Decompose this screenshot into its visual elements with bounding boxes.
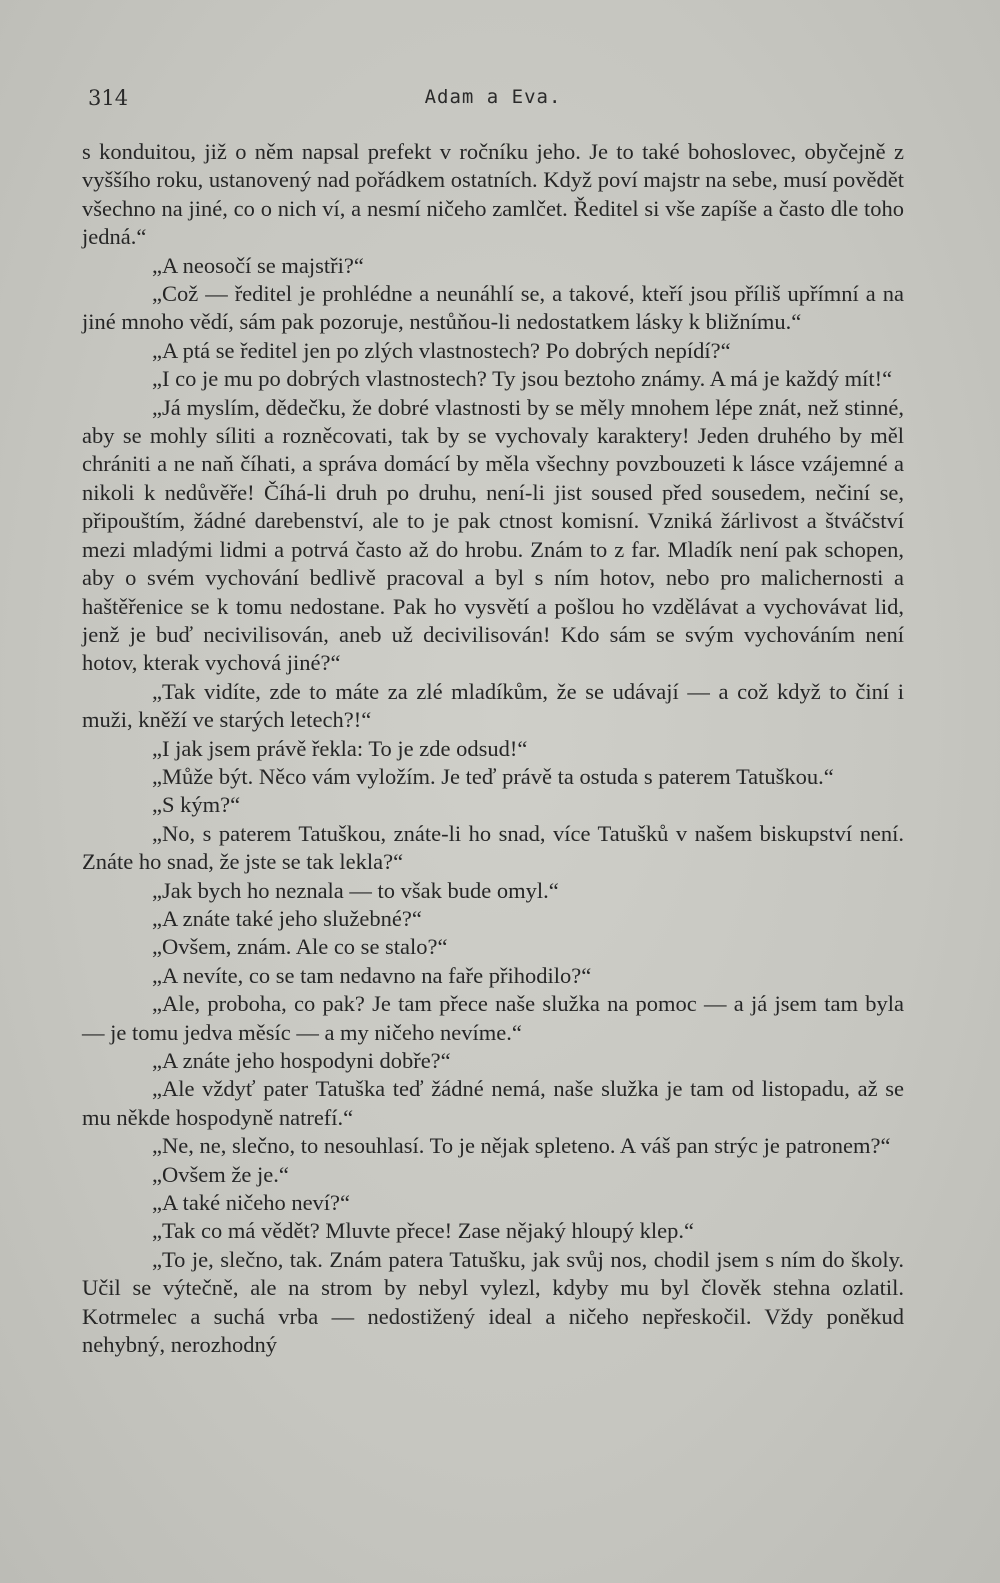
paragraph: „Tak co má vědět? Mluvte přece! Zase nějaký hloupý klep.“ xyxy=(152,1218,694,1244)
running-title: Adam a Eva. xyxy=(424,86,562,108)
paragraph: „A znáte také jeho služebné?“ xyxy=(152,905,422,931)
paragraph: „Ovšem, znám. Ale co se stalo?“ xyxy=(152,934,448,960)
paragraph: „Ale, proboha, co pak? Je tam přece naše služka na pomoc — a já jsem tam byla — je tomu jedva měsíc — a my ničeho nevíme.“ xyxy=(82,991,904,1045)
page-number: 314 xyxy=(88,86,129,110)
paragraph: „I jak jsem právě řekla: To je zde odsud!“ xyxy=(152,735,528,761)
paragraph: „I co je mu po dobrých vlastnostech? Ty jsou beztoho známy. A má je každý mít!“ xyxy=(152,366,893,392)
paragraph: „Ale vždyť pater Tatuška teď žádné nemá, naše služka je tam od listopadu, až se mu někde hospodyně natrefí.“ xyxy=(82,1076,904,1130)
paragraph: „No, s paterem Tatuškou, znáte-li ho snad, více Tatušků v našem biskupství není. Znáte ho snad, že jste se tak lekla?“ xyxy=(82,820,904,875)
paragraph: „A také ničeho neví?“ xyxy=(152,1190,351,1216)
paragraph: „A ptá se ředitel jen po zlých vlastnostech? Po dobrých nepídí?“ xyxy=(152,337,731,363)
paragraph: „Ne, ne, slečno, to nesouhlasí. To je nějak spleteno. A váš pan strýc je patronem?“ xyxy=(152,1133,891,1159)
page-header xyxy=(88,80,898,114)
paragraph: „A znáte jeho hospodyni dobře?“ xyxy=(152,1048,451,1073)
paragraph: „Jak bych ho neznala — to však bude omyl.“ xyxy=(152,877,559,903)
paragraph: „To je, slečno, tak. Znám patera Tatušku, jak svůj nos, chodil jsem s ním do školy. Učil se výtečně, ale na strom by nebyl vylezl, kdyby mu byl člověk stehna ozlatil. Kotrmelec a suchá vrba — nedostižený ideal a ničeho nepřeskočil. Vždy poněkud nehybný, nerozhodný xyxy=(82,1246,904,1358)
paragraph: „Tak vidíte, zde to máte za zlé mladíkům, že se udávají — a což když to činí i muži, kněží ve starých letech?!“ xyxy=(82,678,904,733)
paragraph: „Ovšem že je.“ xyxy=(152,1161,289,1187)
body-text xyxy=(82,138,904,1359)
paragraph: „S kým?“ xyxy=(152,792,241,818)
paragraph: s konduitou, již o něm napsal prefekt v ročníku jeho. Je to také bohoslovec, obyčejně z vyššího roku, ustanovený nad pořádkem ostatních. Když poví majstr na sebe, musí povědět všechno na jiné, co o nich ví, a nesmí ničeho zamlčet. Ředitel si vše zapíše a často dle toho jedná.“ xyxy=(82,139,904,250)
paragraph: „Může být. Něco vám vyložím. Je teď právě ta ostuda s paterem Tatuškou.“ xyxy=(152,763,834,789)
paragraph: „A neosočí se majstři?“ xyxy=(152,252,364,278)
paragraph: „A nevíte, co se tam nedavno na faře přihodilo?“ xyxy=(152,962,592,988)
paragraph: „Já myslím, dědečku, že dobré vlastnosti by se měly mnohem lépe znát, než stinné, aby se mohly síliti a rozněcovati, tak by se vychovaly karaktery! Jeden druhého by měl chrániti a ne naň číhati, a správa domácí by měla všechny povzbouzeti k lásce vzájemné a nikoli k nedůvěře! Číhá-li druh po druhu, není-li jist soused před sousedem, nečiní se, připouštím, žádné darebenství, ale to je pak ctnost komisní. Vzniká žárlivost a štváčství mezi mladými lidmi a potrvá často až do hrobu. Znám to z far. Mladík není pak schopen, aby o svém vychování bedlivě pracoval a byl s ním hotov, nebo pro malichernosti a haštěřenice se k tomu nedostane. Pak ho vysvětí a pošlou ho vzdělávat a vychovávat lid, jenž je buď necivilisován, aneb už decivilisován! Kdo sám se svým vychováním není hotov, kterak vychová jiné?“ xyxy=(82,394,904,676)
paragraph: „Což — ředitel je prohlédne a neunáhlí se, a takové, kteří jsou příliš upřímní a na jiné mnoho vědí, sám pak pozoruje, nestůňou-li nedostatkem lásky k bližnímu.“ xyxy=(82,281,904,335)
